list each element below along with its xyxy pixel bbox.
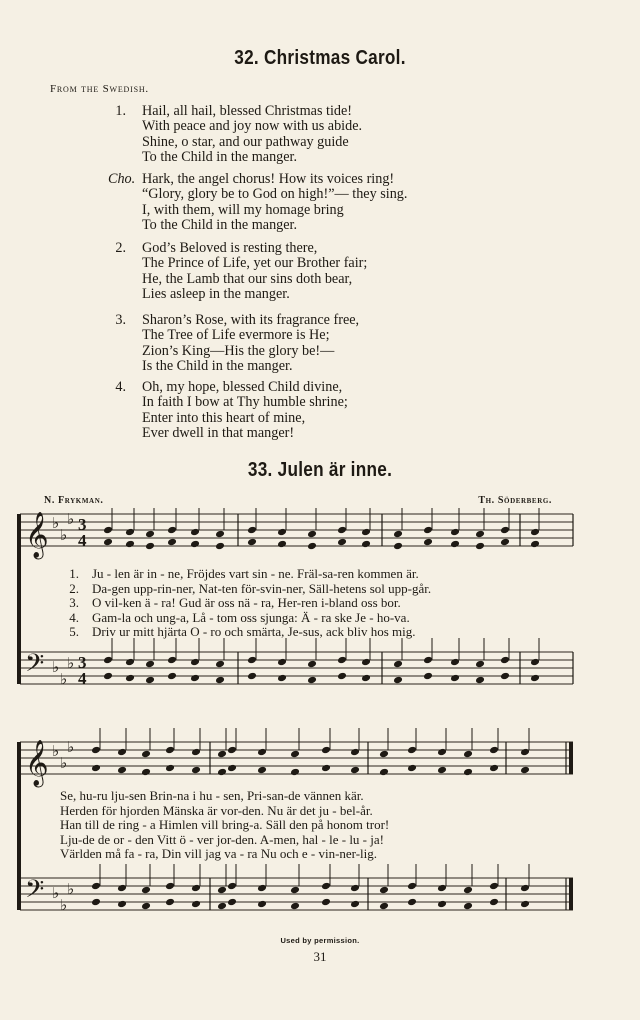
permission-note: Used by permission. [280, 936, 360, 945]
stanza-line: With peace and joy now with us abide. [142, 118, 363, 135]
stanza-line: Lies asleep in the manger. [142, 285, 290, 302]
stanza-line: He, the Lamb that our sins doth bear, [142, 270, 353, 287]
composer-credit: N. Frykman. [44, 495, 104, 506]
lyric-line: O vil-ken ä - ra! Gud är oss nä - ra, Her-ren i-bland oss bor. [92, 595, 401, 611]
svg-text:♭: ♭ [52, 884, 60, 902]
verse-number: 4. [69, 609, 79, 625]
svg-text:4: 4 [78, 669, 87, 688]
stanza-line: In faith I bow at Thy humble shrine; [142, 394, 348, 411]
svg-text:♭: ♭ [67, 738, 75, 756]
svg-text:♭: ♭ [60, 754, 68, 772]
svg-text:♭: ♭ [67, 510, 75, 528]
svg-text:𝄢: 𝄢 [25, 649, 45, 684]
lyric-line: Herden för hjorden Mänska är vor-den. Nu är det ju - bel-år. [60, 802, 373, 818]
hymn-32-title: 32. Christmas Carol. [234, 47, 406, 69]
stanza-line: “Glory, glory be to God on high!”— they sing. [142, 186, 408, 203]
stanza-line: Shine, o star, and our pathway guide [142, 133, 349, 150]
svg-text:3: 3 [78, 515, 87, 534]
svg-text:𝄞: 𝄞 [25, 740, 49, 786]
stanza-line: Zion’s King—His the glory be!— [142, 342, 335, 359]
lyric-line: Driv ur mitt hjärta O - ro och smärta, Je-sus, ack bliv hos mig. [92, 624, 416, 640]
lyric-line: Han till de ring - a Himlen vill bring-a. Säll den på honom tror! [60, 817, 390, 833]
lyric-line: Da-gen upp-rin-ner, Nat-ten för-svin-ner, Säll-hetens sol upp-går. [92, 580, 432, 596]
stanza-line: The Prince of Life, yet our Brother fair; [142, 255, 368, 272]
svg-text:𝄞: 𝄞 [25, 512, 49, 558]
stanza-line: I, with them, will my homage bring [142, 201, 344, 218]
system-1-bass-staff [20, 652, 573, 684]
lyric-line: Se, hu-ru lju-sen Brin-na i hu - sen, Pri-san-de vännen kär. [60, 788, 364, 803]
stanza-number: 1. [115, 103, 126, 119]
verse-number: 1. [69, 566, 79, 581]
svg-text:♭: ♭ [67, 880, 75, 898]
verse-number: 2. [69, 580, 79, 596]
svg-text:♭: ♭ [52, 658, 60, 676]
lyric-line: Ju - len är in - ne, Fröjdes vart sin - ne. Fräl-sa-ren kommen är. [92, 566, 419, 581]
verse-number: 5. [69, 624, 79, 640]
stanza-line: Hark, the angel chorus! How its voices ring! [142, 171, 395, 187]
stanza-line: To the Child in the manger. [142, 148, 298, 165]
stanza-number: 4. [115, 379, 126, 395]
svg-text:♭: ♭ [52, 742, 60, 760]
stanza-line: Is the Child in the manger. [142, 357, 293, 374]
svg-text:♭: ♭ [60, 896, 68, 914]
arranger-credit: Th. Söderberg. [478, 495, 552, 506]
stanza-line: Enter into this heart of mine, [142, 409, 306, 426]
svg-text:♭: ♭ [52, 514, 60, 532]
stanza-number: 3. [115, 312, 126, 328]
system-1-treble-staff [20, 514, 573, 546]
stanza-line: The Tree of Life evermore is He; [142, 327, 330, 344]
stanza-line: Ever dwell in that manger! [142, 424, 295, 441]
verse-number: 3. [69, 595, 79, 611]
stanza-number: 2. [115, 240, 126, 256]
source-note: From the Swedish. [50, 83, 149, 95]
stanza-line: To the Child in the manger. [142, 216, 298, 233]
svg-text:4: 4 [78, 531, 87, 550]
svg-text:♭: ♭ [60, 526, 68, 544]
stanza-line: Sharon’s Rose, with its fragrance free, [142, 312, 360, 328]
stanza-line: God’s Beloved is resting there, [142, 240, 318, 256]
stanza-line: Oh, my hope, blessed Child divine, [142, 379, 343, 395]
lyric-line: Gam-la och ung-a, Lå - tom oss sjunga: Ä - ra ske Je - ho-va. [92, 609, 410, 625]
hymn-33-title: 33. Julen är inne. [247, 459, 393, 481]
svg-text:3: 3 [78, 653, 87, 672]
stanza-number: Cho. [108, 171, 136, 187]
page-number: 31 [313, 949, 327, 964]
system-1-lyrics [0, 567, 640, 647]
svg-text:♭: ♭ [60, 670, 68, 688]
lyric-line: Världen må fa - ra, Din vill jag va - ra Nu och e - vin-ner-lig. [60, 846, 378, 862]
svg-text:♭: ♭ [67, 654, 75, 672]
lyric-line: Lju-de de or - den Vitt ö - ver jor-den. A-men, hal - le - lu - ja! [60, 831, 384, 847]
system-2-lyrics [60, 789, 640, 869]
svg-text:𝄢: 𝄢 [25, 875, 45, 910]
stanza-line: Hail, all hail, blessed Christmas tide! [142, 103, 353, 119]
